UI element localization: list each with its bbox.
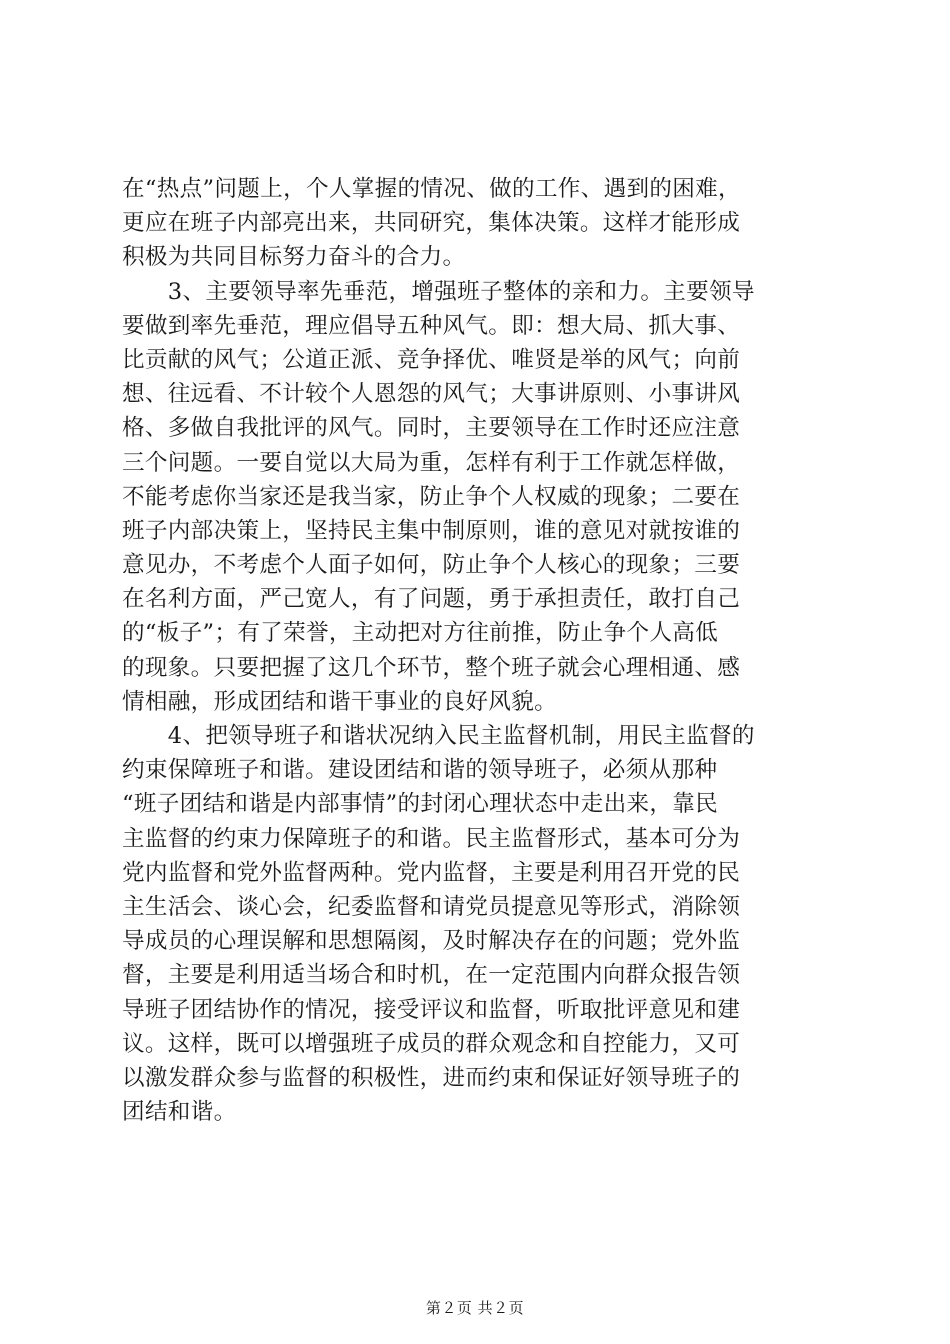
- text-line: 的现象。只要把握了这几个环节，整个班子就会心理相通、感: [122, 654, 741, 681]
- text-line: 三个问题。一要自觉以大局为重，怎样有利于工作就怎样做，: [122, 449, 741, 476]
- text-line: 以激发群众参与监督的积极性，进而约束和保证好领导班子的: [122, 1064, 741, 1091]
- text-line: 的“板子”；有了荣誉，主动把对方往前推，防止争个人高低: [122, 620, 719, 647]
- text-line: 4、把领导班子和谐状况纳入民主监督机制，用民主监督的: [122, 723, 755, 749]
- text-line: 意见办，不考虑个人面子如何，防止争个人核心的现象；三要: [122, 552, 741, 579]
- text-line: 团结和谐。: [122, 1099, 237, 1126]
- text-line: 约束保障班子和谐。建设团结和谐的领导班子，必须从那种: [122, 757, 718, 784]
- text-line: 在名利方面，严己宽人，有了问题，勇于承担责任，敢打自己: [122, 586, 741, 613]
- text-line: 党内监督和党外监督两种。党内监督，主要是利用召开党的民: [122, 859, 741, 886]
- text-line: 导成员的心理误解和思想隔阂，及时解决存在的问题；党外监: [122, 928, 741, 955]
- text-line: 导班子团结协作的情况，接受评议和监督，听取批评意见和建: [122, 996, 741, 1023]
- document-body: [122, 172, 834, 1129]
- text-line: 更应在班子内部亮出来，共同研究，集体决策。这样才能形成: [122, 210, 741, 237]
- text-line: 议。这样，既可以增强班子成员的群众观念和自控能力，又可: [122, 1030, 741, 1057]
- text-line: 3、主要领导率先垂范，增强班子整体的亲和力。主要领导: [122, 278, 755, 305]
- text-line: “班子团结和谐是内部事情”的封闭心理状态中走出来，靠民: [122, 791, 719, 818]
- page-number-label: 第２页 共２页: [425, 1299, 525, 1317]
- text-line: 积极为共同目标努力奋斗的合力。: [122, 244, 466, 271]
- text-line: 在“热点”问题上，个人掌握的情况、做的工作、遇到的困难，: [122, 176, 741, 202]
- text-line: 主监督的约束力保障班子的和谐。民主监督形式，基本可分为: [122, 825, 741, 852]
- text-line: 主生活会、谈心会，纪委监督和请党员提意见等形式，消除领: [122, 893, 741, 920]
- page-footer: [0, 1298, 950, 1318]
- text-line: 格、多做自我批评的风气。同时，主要领导在工作时还应注意: [122, 415, 741, 442]
- text-line: 班子内部决策上，坚持民主集中制原则，谁的意见对就按谁的: [122, 517, 741, 544]
- text-line: 想、往远看、不计较个人恩怨的风气；大事讲原则、小事讲风: [122, 381, 741, 408]
- text-line: 比贡献的风气；公道正派、竞争择优、唯贤是举的风气；向前: [122, 346, 741, 373]
- text-line: 不能考虑你当家还是我当家，防止争个人权威的现象；二要在: [122, 483, 741, 510]
- text-line: 要做到率先垂范，理应倡导五种风气。即：想大局、抓大事、: [122, 312, 741, 339]
- text-line: 情相融，形成团结和谐干事业的良好风貌。: [122, 688, 557, 715]
- text-line: 督，主要是利用适当场合和时机，在一定范围内向群众报告领: [122, 962, 741, 989]
